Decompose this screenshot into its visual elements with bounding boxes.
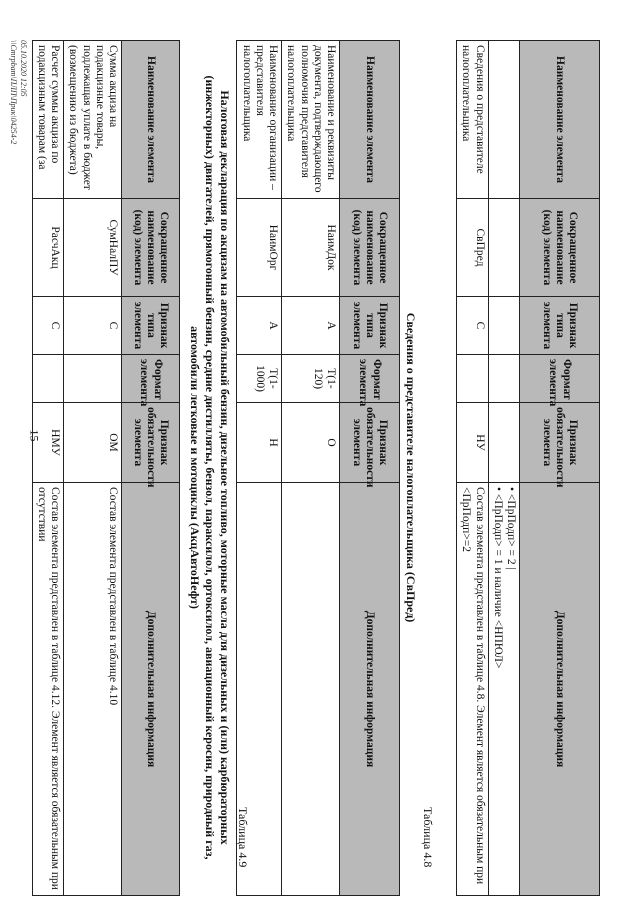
table-row <box>237 41 282 896</box>
footer-note <box>9 40 28 144</box>
col-header-format: Формат элемента <box>340 355 400 403</box>
col-header-code: Сокращенное наименование (код) элемента <box>340 199 400 297</box>
cell-name: Расчет суммы акциза по подакцизным товарам (за <box>32 41 63 199</box>
col-header-additional: Дополнительная информация <box>122 483 180 896</box>
cell-additional <box>282 483 340 896</box>
page-number: 15 <box>27 429 42 442</box>
cell-additional: Состав элемента представлен в таблице 4.10 <box>64 483 122 896</box>
cell-required: ОМ <box>64 403 122 483</box>
cell-format <box>457 355 488 403</box>
cell-format <box>32 355 63 403</box>
table48-title: Сведения о представителе налогоплательщика (СвПред) <box>404 312 418 623</box>
condition-1: <ПрПодп> = 2 | <box>505 493 517 570</box>
cell-required: Н <box>237 403 282 483</box>
col-header-type: Признак типа элемента <box>520 297 600 355</box>
cell-code: РасчАкц <box>32 199 63 297</box>
cell-code: СумНалПУ <box>64 199 122 297</box>
cell-format: T(1-1000) <box>237 355 282 403</box>
table-row <box>64 41 122 896</box>
footer-date: 05.10.2020 12:05 <box>19 40 28 97</box>
cell-required: НМУ <box>32 403 63 483</box>
col-header-required: Признак обязательности элемента <box>340 403 400 483</box>
table-4-8 <box>236 40 400 896</box>
col-header-code: Сокращенное наименование (код) элемента <box>520 199 600 297</box>
cell-code: СвПред <box>457 199 488 297</box>
cell-required: НУ <box>457 403 488 483</box>
additional-conditions: • <ПрПодп> = 2 | • <ПрПодп> = 1 и наличие <НПЮЛ> <box>488 483 519 896</box>
col-header-type: Признак типа элемента <box>122 297 180 355</box>
cell-name: Наименование организации – представителя налогоплательщика <box>237 41 282 199</box>
col-header-required: Признак обязательности элемента <box>520 403 600 483</box>
col-header-name: Наименование элемента <box>122 41 180 199</box>
col-header-additional: Дополнительная информация <box>520 483 600 896</box>
cell-additional: Состав элемента представлен в таблице 4.12. Элемент является обязательным при отсутствии <box>32 483 63 896</box>
col-header-type: Признак типа элемента <box>340 297 400 355</box>
col-header-format: Формат элемента <box>520 355 600 403</box>
cell-name: Наименование и реквизиты документа, подтверждающего полномочия представителя налогоплательщика <box>282 41 340 199</box>
table-header-row <box>340 41 400 896</box>
cell-type: А <box>282 297 340 355</box>
cell-type: С <box>457 297 488 355</box>
table-header-row <box>520 41 600 896</box>
cell-format <box>64 355 122 403</box>
condition-2: <ПрПодп> = 1 и наличие <НПЮЛ> <box>491 493 504 669</box>
col-header-additional: Дополнительная информация <box>340 483 400 896</box>
cell-type: С <box>64 297 122 355</box>
table-row <box>457 41 488 896</box>
table-row <box>32 41 63 896</box>
cell-name: Сведения о представителе налогоплательщика <box>457 41 488 199</box>
col-header-name: Наименование элемента <box>340 41 400 199</box>
cell-name: Сумма акциза на подакцизные товары, подлежащая уплате в бюджет (возмещению из бюджета) <box>64 41 122 199</box>
col-header-format: Формат элемента <box>122 355 180 403</box>
table-header-row <box>122 41 180 896</box>
col-header-name: Наименование элемента <box>520 41 600 199</box>
col-header-code: Сокращенное наименование (код) элемента <box>122 199 180 297</box>
cell-required: О <box>282 403 340 483</box>
table48-label: Таблица 4.8 <box>421 807 435 868</box>
table-row <box>282 41 340 896</box>
table49-title: Налоговая декларация по акцизам на автомобильный бензин, дизельное топливо, моторные масла для дизельных и (или) карбюраторных (инжекторных) двигателей, прямогонный бензин, средние дистилляты, бензол, параксилол, ортоксилол, авиационный керосин, природный газ, автомобили легковые и мотоциклы (АкцАвтоНефт) <box>188 75 232 860</box>
table-4-9 <box>32 40 180 896</box>
cell-format: T(1-120) <box>282 355 340 403</box>
cell-additional: Состав элемента представлен в таблице 4.8. Элемент является обязательным при <ПрПодп>=2 <box>457 483 488 896</box>
col-header-required: Признак обязательности элемента <box>122 403 180 483</box>
cell-code: НаимДок <box>282 199 340 297</box>
table-row <box>488 41 519 896</box>
table49-label: Таблица 4.9 <box>236 807 250 868</box>
cell-type: С <box>32 297 63 355</box>
cell-code: НаимОрг <box>237 199 282 297</box>
cell-type: А <box>237 297 282 355</box>
table-continuation <box>456 40 600 896</box>
footer-path: \\Cmrpbam\ПЛП\Прик\04254-2 <box>9 40 19 145</box>
